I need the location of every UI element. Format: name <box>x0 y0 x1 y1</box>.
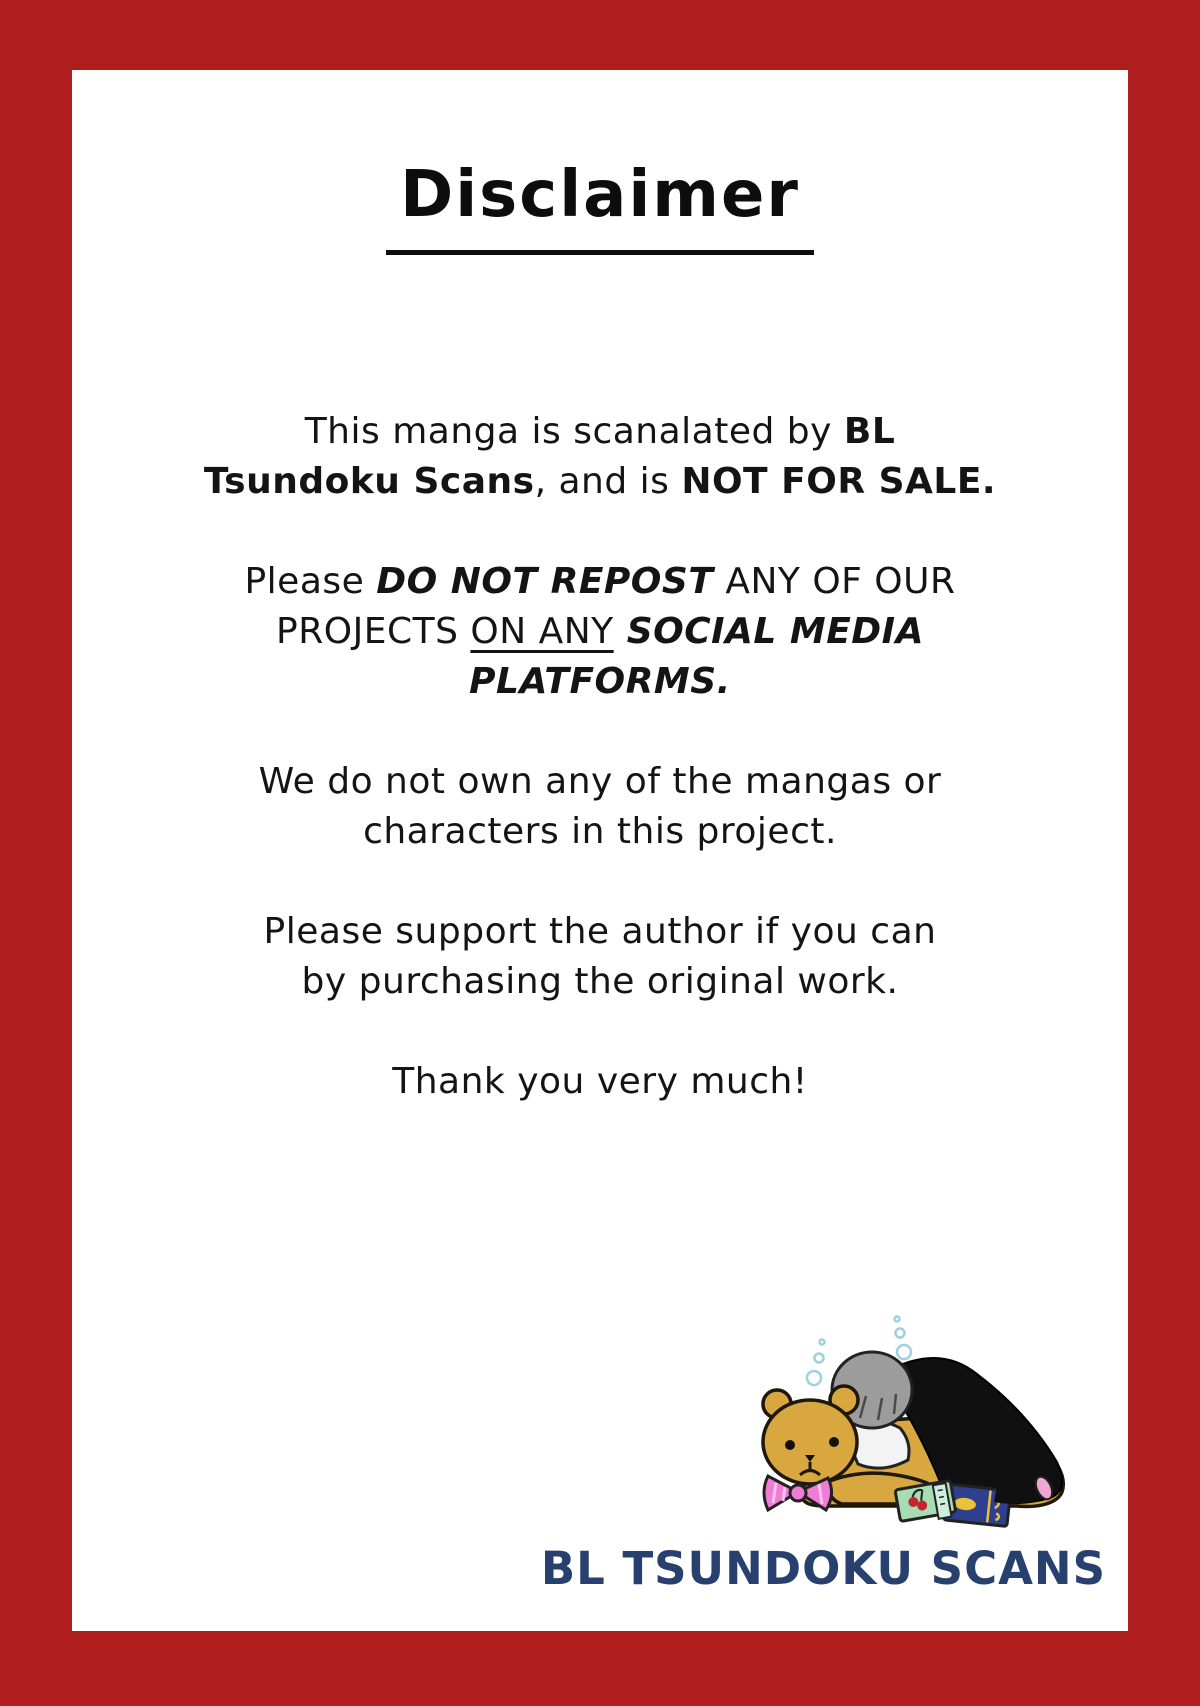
disclaimer-paragraph <box>72 1057 1128 1107</box>
text-line <box>72 457 1128 507</box>
title-wrap <box>72 70 1128 255</box>
text-segment: This manga is scanalated by <box>304 411 844 452</box>
text-segment: characters in this project. <box>363 811 837 852</box>
text-line <box>72 657 1128 707</box>
text-segment: PROJECTS <box>276 611 471 652</box>
text-line <box>72 407 1128 457</box>
disclaimer-text-block <box>72 407 1128 1107</box>
text-segment: BL <box>843 411 896 452</box>
text-line <box>72 957 1128 1007</box>
text-line <box>72 557 1128 607</box>
mascot-illustration <box>732 1312 1077 1545</box>
text-segment: Please support the author if you can <box>263 911 937 952</box>
text-segment: NOT FOR SALE. <box>681 461 997 502</box>
text-line <box>72 757 1128 807</box>
text-line <box>72 807 1128 857</box>
text-segment: DO NOT REPOST <box>376 561 714 602</box>
scan-group-logo: BL TSUNDOKU SCANS <box>540 1542 1106 1595</box>
text-segment: We do not own any of the mangas or <box>258 761 942 802</box>
text-segment: Thank you very much! <box>392 1061 808 1102</box>
disclaimer-paragraph <box>72 757 1128 857</box>
bear-eye <box>829 1437 839 1447</box>
disclaimer-paragraph <box>72 907 1128 1007</box>
text-line <box>72 907 1128 957</box>
text-segment: SOCIAL MEDIA <box>613 611 924 652</box>
text-segment: ANY OF OUR <box>713 561 956 602</box>
text-segment: Please <box>244 561 377 602</box>
text-line <box>72 1057 1128 1107</box>
disclaimer-paragraph <box>72 557 1128 707</box>
text-segment: , and is <box>534 461 682 502</box>
bear-eye <box>785 1440 795 1450</box>
text-line <box>72 607 1128 657</box>
text-segment: by purchasing the original work. <box>301 961 899 1002</box>
disclaimer-page <box>72 70 1128 1631</box>
page-title: Disclaimer <box>386 158 814 255</box>
teddy-bear-head <box>763 1386 858 1484</box>
text-segment: Tsundoku Scans <box>203 461 535 502</box>
text-segment: PLATFORMS. <box>469 661 731 702</box>
disclaimer-paragraph <box>72 407 1128 507</box>
text-segment: ON ANY <box>470 611 614 652</box>
